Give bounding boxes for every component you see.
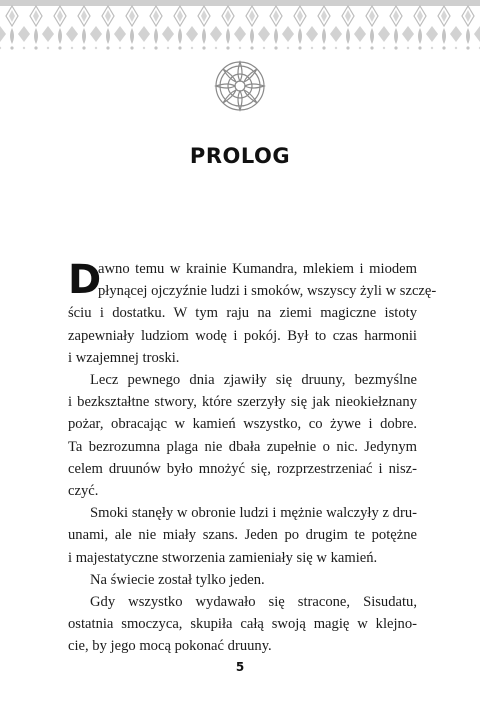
- text-line: cie, by jego mocą pokonać druuny.: [68, 638, 272, 655]
- text-line: Gdy wszystko wydawało się stracone, Sisudatu,: [90, 594, 417, 611]
- body-text: [68, 257, 437, 658]
- text-line: płynącej ojczyźnie ludzi i smoków, wszyscy żyli w szczę-: [98, 283, 437, 300]
- page-number: 5: [235, 660, 245, 674]
- ornamental-border-icon: [0, 0, 480, 52]
- text-line: i majestatyczne stworzenia zamieniały się w kamień.: [68, 549, 378, 566]
- text-line: i wzajemnej troski.: [68, 349, 180, 366]
- text-line: awno temu w krainie Kumandra, mlekiem i miodem: [98, 261, 417, 277]
- text-line: celem druunów było mnożyć się, rozprzestrzeniać i nisz-: [68, 460, 417, 477]
- text-line: Na świecie został tylko jeden.: [90, 571, 265, 588]
- text-line: czyć.: [68, 483, 99, 500]
- text-line: pożar, obracając w kamień wszystko, co żywe i dobre.: [68, 416, 417, 433]
- chapter-title: PROLOG: [189, 144, 291, 168]
- text-line: Smoki stanęły w obronie ludzi i mężnie walczyły z dru-: [90, 505, 417, 522]
- text-line: Lecz pewnego dnia zjawiły się druuny, bezmyślne: [90, 372, 417, 389]
- drop-cap: D: [68, 257, 102, 303]
- text-line: unami, ale nie miały szans. Jeden po drugim te potężne: [68, 527, 417, 544]
- text-line: ostatnia smoczyca, skupiła całą swoją magię w klejno-: [68, 616, 417, 633]
- text-line: Ta bezrozumna plaga nie dbała zupełnie o nic. Jedynym: [68, 438, 417, 455]
- mandala-emblem-icon: [214, 60, 266, 112]
- text-line: i bezkształtne stwory, które szerzyły się jak nieokiełznany: [68, 394, 417, 411]
- text-line: ściu i dostatku. W tym raju na ziemi magiczne istoty: [68, 305, 417, 322]
- text-line: zapewniały ludziom wodę i pokój. Był to czas harmonii: [68, 327, 417, 344]
